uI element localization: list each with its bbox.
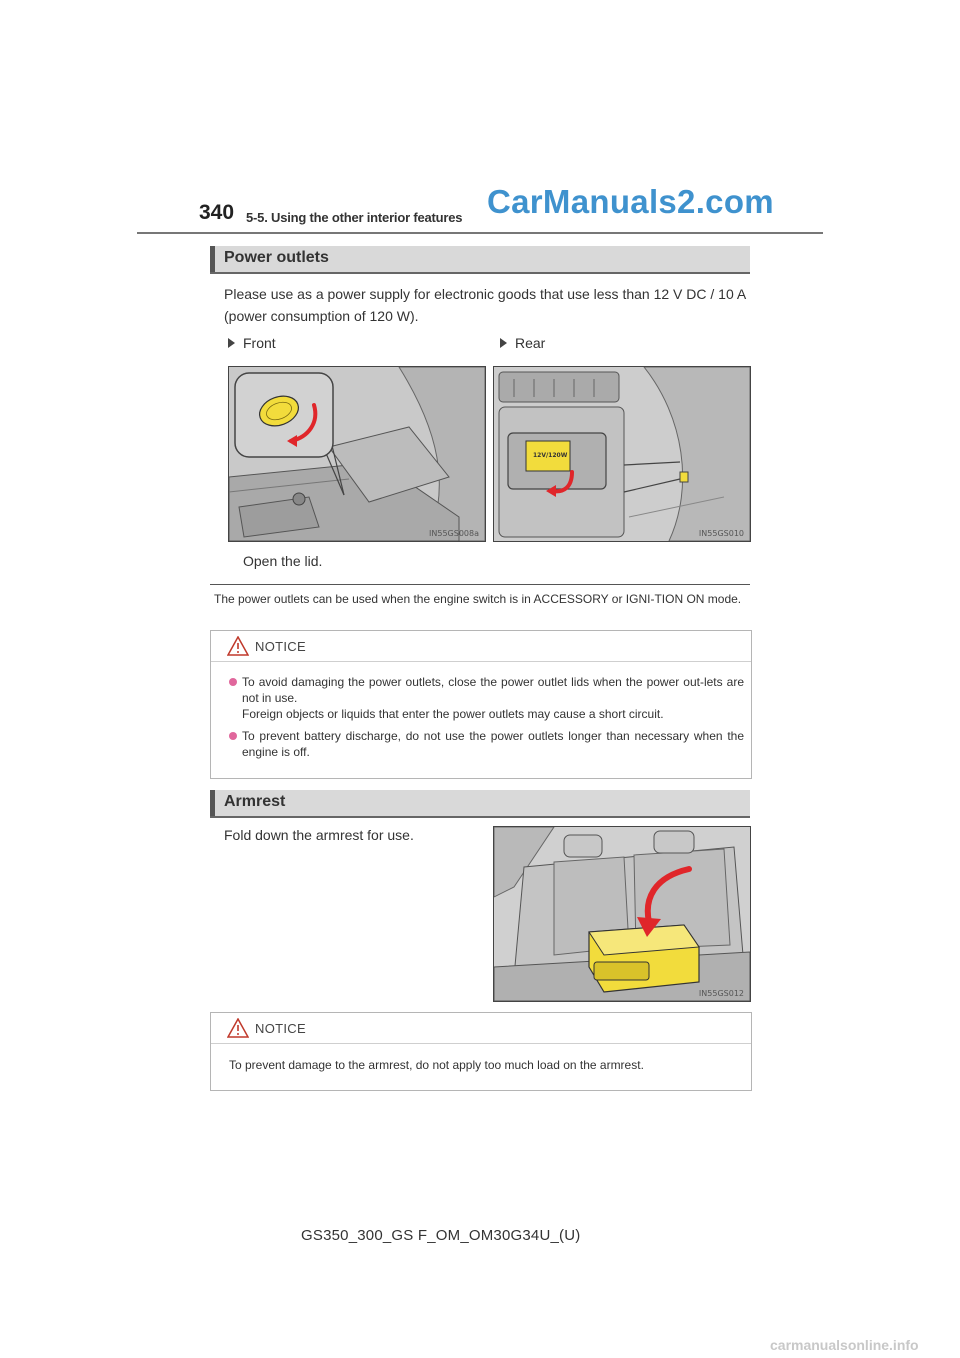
watermark-footer[interactable]: carmanualsonline.info	[770, 1337, 919, 1353]
power-outlets-note: The power outlets can be used when the engine switch is in ACCESSORY or IGNI-TION ON mode.	[214, 592, 742, 606]
power-outlets-title: Power outlets	[224, 249, 329, 266]
power-outlets-heading	[210, 246, 750, 274]
front-label	[228, 335, 276, 351]
armrest-illustration	[493, 826, 751, 1002]
front-outlet-illustration	[228, 366, 486, 542]
armrest-figure-code: IN55GS012	[698, 989, 744, 998]
bullet-dot-icon	[229, 732, 237, 740]
rear-figure-code: IN55GS010	[698, 529, 744, 538]
heading-accent	[210, 246, 215, 272]
section-title: 5-5. Using the other interior features	[246, 210, 463, 225]
notice-label: NOTICE	[255, 1021, 306, 1036]
front-figure-code: IN55GS008a	[429, 529, 479, 538]
notice-bullet-1-text: To avoid damaging the power outlets, close the power outlet lids when the power out-lets are not in use. Foreign objects or liquids that enter the power outlets may cause a short circuit.	[242, 675, 744, 721]
rear-outlet-illustration	[493, 366, 751, 542]
notice-label: NOTICE	[255, 639, 306, 654]
heading-accent	[210, 790, 215, 816]
notice-bullet-2	[229, 728, 744, 760]
armrest-title: Armrest	[224, 793, 286, 810]
bullet-dot-icon	[229, 678, 237, 686]
rear-label-text: Rear	[515, 335, 546, 351]
triangle-bullet-icon	[500, 338, 507, 348]
open-lid-caption: Open the lid.	[243, 553, 323, 569]
warning-triangle-icon	[227, 1018, 249, 1038]
notice-bullet-1	[229, 674, 744, 722]
notice-header	[211, 1013, 751, 1044]
armrest-heading	[210, 790, 750, 818]
front-console-drawing	[229, 367, 485, 541]
notice-armrest-text: To prevent damage to the armrest, do not apply too much load on the armrest.	[229, 1058, 644, 1072]
header-divider	[137, 232, 823, 234]
page-number: 340	[199, 201, 235, 224]
front-label-text: Front	[243, 335, 276, 351]
rear-label	[500, 335, 545, 351]
warning-triangle-icon	[227, 636, 249, 656]
rear-seat-drawing	[494, 827, 750, 1001]
document-code: GS350_300_GS F_OM_OM30G34U_(U)	[301, 1227, 581, 1244]
outlet-rating-label: 12V/120W	[533, 452, 568, 459]
power-outlets-intro: Please use as a power supply for electronic goods that use less than 12 V DC / 10 A (power consumption of 120 W).	[224, 286, 746, 324]
watermark-logo[interactable]: CarManuals2.com	[487, 183, 774, 220]
section-divider	[210, 584, 750, 585]
armrest-text: Fold down the armrest for use.	[224, 827, 414, 843]
notice-bullet-2-text: To prevent battery discharge, do not use the power outlets longer than necessary when the engine is off.	[242, 729, 744, 759]
notice-box-power-outlets	[210, 630, 752, 779]
notice-box-armrest	[210, 1012, 752, 1091]
triangle-bullet-icon	[228, 338, 235, 348]
notice-header	[211, 631, 751, 662]
